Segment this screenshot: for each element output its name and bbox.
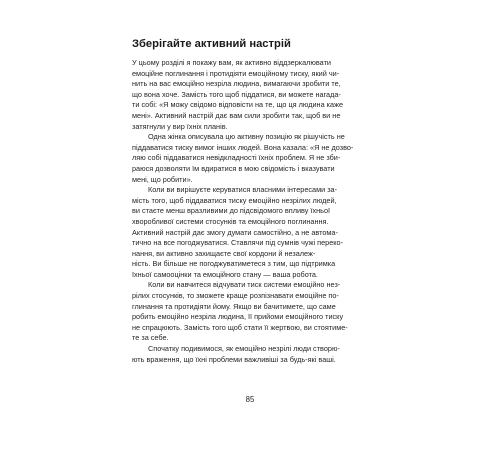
text-line: нання, ви активно захищаєте свої кордони й незалеж- (132, 248, 316, 258)
text-line: ність. Ви більше не погоджуватиметеся з тим, що підтримка (132, 259, 336, 269)
text-line: піддаватися тиску вимог інших людей. Вона казала: «Я не дозво- (132, 142, 354, 152)
text-line: раюся дозволяти їм вдиратися в мою свідомість і вказувати (132, 163, 335, 173)
text-line: Спочатку подивимося, як емоційно незрілі люди створю- (148, 344, 340, 354)
text-line: їхньої самооцінки та емоційного стану — ваша робота. (132, 269, 318, 279)
text-line: рілих стосунків, то зможете краще розпізнавати емоційне по- (132, 291, 339, 301)
text-line: ляю собі піддаватися невідкладності їхніх проблем. Я не зби- (132, 153, 341, 163)
text-line: хворобливої системи стосунків та емоційного поглинання. (132, 216, 329, 226)
text-line: що вона хоче. Замість того щоб піддатися, ви можете нагада- (132, 89, 341, 99)
text-line: не спрацюють. Замість того щоб стати її жертвою, ви стоятиме- (132, 322, 348, 332)
body-text (132, 58, 366, 365)
text-line: глинання та протидіяти йому. Якщо ви бачитимете, що саме (132, 301, 336, 311)
text-line: мені, що робити». (132, 174, 193, 184)
text-line: те за себе. (132, 333, 169, 343)
text-line: емоційне поглинання і протидіяти емоційному тиску, який чи- (132, 68, 340, 78)
text-line: мені». Активний настрій дає вам сили зробити так, щоб ви не (132, 110, 341, 120)
text-line: Активний настрій дає змогу думати самостійно, а не автома- (132, 227, 338, 237)
section-heading: Зберігайте активний настрій (132, 38, 291, 50)
page-number: 85 (245, 395, 255, 404)
text-line: ти собі: «Я можу свідомо відповісти на те, що ця людина каже (132, 100, 344, 110)
text-line: У цьому розділі я покажу вам, як активно віддзеркалювати (132, 58, 332, 67)
text-line: тично на все погоджуватися. Ставлячи під сумнів чужі переко- (132, 238, 344, 248)
text-line: Коли ви вирішуєте керуватися власними інтересами за- (148, 185, 338, 195)
text-line: Коли ви навчитеся відчувати тиск системи емоційно нез- (148, 280, 341, 290)
text-line: нить на вас емоційно незріла людина, вимагаючи зробити те, (132, 79, 341, 89)
text-line: Одна жінка описувала цю активну позицію як рішучість не (148, 132, 345, 142)
text-line: ви стаєте менш вразливими до підсвідомого впливу їхньої (132, 206, 331, 216)
text-line: робить емоційно незріла людина, її прийоми емоційного тиску (132, 312, 344, 322)
text-line: ють враження, що їхні проблеми важливіші за будь-які ваші. (132, 354, 336, 364)
text-line: мість того, щоб піддаватися тиску емоційно незрілих людей, (132, 195, 337, 205)
text-line: затягнули у вир їхніх планів. (132, 121, 228, 131)
